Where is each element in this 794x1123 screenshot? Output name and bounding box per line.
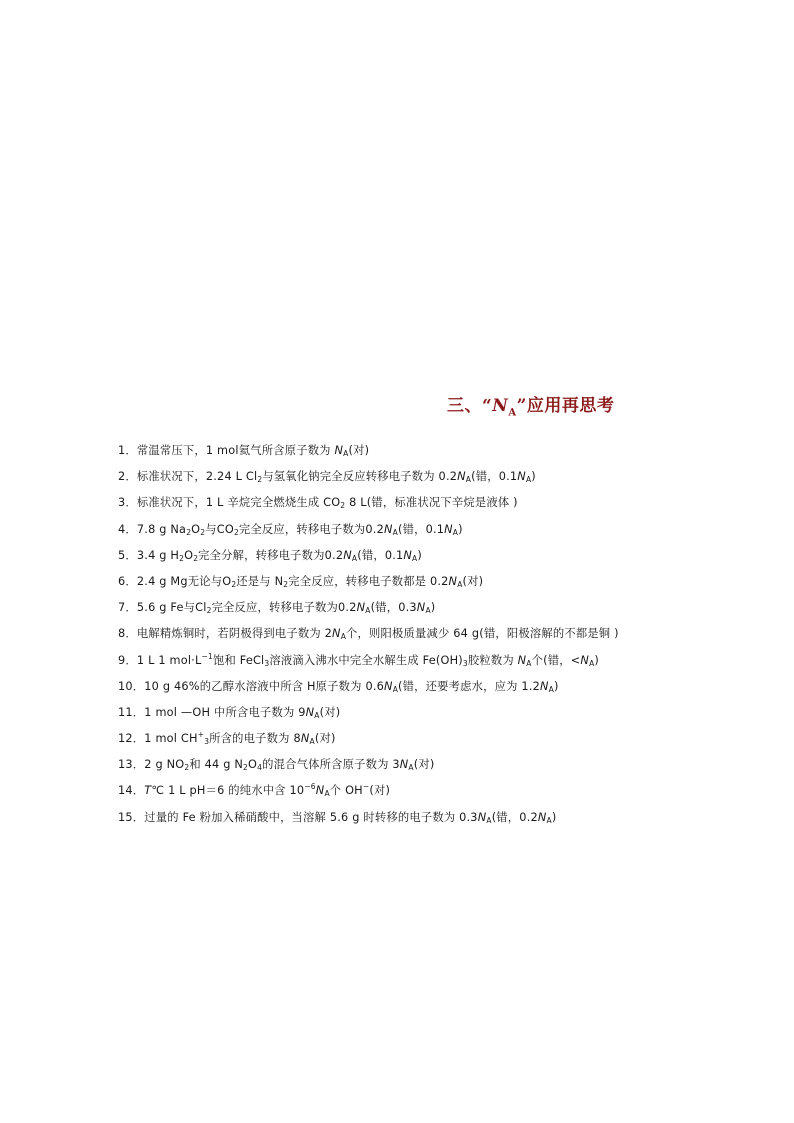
item-text-segment: − — [362, 782, 370, 792]
item-number: 2． — [118, 470, 137, 484]
item-text-segment: ) — [551, 810, 557, 824]
list-item — [118, 677, 758, 703]
item-text-segment: 和 44 g N — [189, 758, 244, 772]
item-text-segment: N — [448, 574, 458, 588]
title-suffix: ”应用再思考 — [516, 396, 615, 416]
list-item — [118, 598, 758, 624]
item-text-segment: A — [314, 710, 320, 720]
item-text-segment: A — [457, 579, 463, 589]
item-text-segment: 的混合气体所含原子数为 3 — [262, 758, 400, 772]
item-text-segment: N — [383, 522, 393, 536]
item-text-segment: 溶液滴入沸水中完全水解生成 Fe(OH) — [269, 653, 463, 667]
item-text-segment: A — [548, 684, 554, 694]
item-text-segment: N — [539, 679, 549, 693]
item-text-segment: 所含的电子数为 8 — [209, 732, 301, 746]
item-text-segment: (对) — [314, 732, 336, 746]
item-text-segment: + — [197, 730, 205, 740]
item-text-segment: N — [399, 758, 409, 772]
item-text-segment: 标准状况下，2.24 L Cl — [136, 470, 258, 484]
item-text-segment: 3 — [264, 658, 270, 668]
list-item — [118, 729, 758, 755]
item-text-segment: N — [315, 784, 325, 798]
item-text-segment: O — [184, 548, 194, 562]
item-text-segment: A — [392, 527, 398, 537]
item-text-segment: 标准状况下，1 L 辛烷完全燃烧生成 CO — [136, 496, 341, 510]
item-number: 7． — [118, 601, 137, 615]
item-text-segment: −6 — [304, 782, 316, 792]
list-item — [118, 493, 758, 519]
item-text-segment: 2 g NO — [144, 758, 185, 772]
item-text-segment: N — [334, 444, 344, 457]
title-variable-subscript: A — [508, 407, 517, 419]
item-text-segment: 完全反应，转移电子数为0.2 — [211, 601, 357, 615]
item-text-segment: N — [356, 601, 366, 615]
item-text-segment: O — [191, 522, 201, 536]
item-text-segment: ℃ 1 L pH＝6 的纯水中含 10 — [151, 784, 305, 798]
item-text-segment: ) — [458, 522, 463, 536]
item-number: 11． — [118, 705, 145, 719]
item-text-segment: N — [517, 470, 526, 484]
item-number: 14． — [118, 784, 145, 798]
item-text-segment: 2 — [184, 763, 190, 773]
item-text-segment: 4 — [257, 763, 263, 773]
item-text-segment: (对) — [369, 784, 391, 798]
item-text-segment: 饱和 FeCl — [212, 653, 265, 667]
item-text-segment: ) — [417, 548, 422, 562]
item-text-segment: ) — [594, 653, 600, 667]
item-number: 5． — [118, 548, 137, 562]
item-text-segment: 2 — [340, 501, 346, 511]
item-text-segment: 常温常压下，1 mol氦气所含原子数为 — [136, 444, 335, 457]
item-text-segment: A — [343, 449, 349, 458]
item-text-segment: A — [365, 606, 371, 616]
item-text-segment: A — [351, 553, 358, 563]
item-text-segment: 2 — [257, 475, 263, 485]
item-text-segment: (错，还要考虑水，应为 1.2 — [398, 679, 540, 693]
item-number: 12． — [118, 732, 145, 746]
item-text-segment: 电解精炼铜时，若阴极得到电子数为 2 — [136, 627, 333, 641]
item-text-segment: (对) — [462, 574, 484, 588]
item-text-segment: A — [546, 815, 552, 825]
item-text-segment: A — [526, 658, 532, 668]
item-text-segment: 5.6 g Fe与Cl — [136, 601, 207, 615]
item-text-segment: N — [457, 470, 466, 484]
item-text-segment: 3.4 g H — [136, 548, 180, 562]
item-text-segment: 8 L(错，标准状况下辛烷是液体 ) — [345, 496, 518, 510]
list-item — [118, 808, 758, 834]
item-number: 15． — [118, 810, 145, 824]
item-text-segment: 2 — [231, 579, 237, 589]
item-number: 4． — [118, 522, 137, 536]
item-text-segment: 完全反应，转移电子数都是 0.2 — [288, 574, 449, 588]
item-text-segment: N — [517, 653, 527, 667]
list-item — [118, 703, 758, 729]
item-number: 10． — [118, 679, 145, 693]
item-text-segment: 2 — [243, 763, 249, 773]
item-text-segment: A — [324, 789, 330, 799]
list-item — [118, 624, 758, 650]
item-text-segment: N — [477, 810, 487, 824]
item-text-segment: ) — [553, 679, 559, 693]
item-text-segment: A — [525, 475, 532, 485]
item-text-segment: A — [465, 475, 472, 485]
item-text-segment: N — [537, 810, 547, 824]
item-text-segment: A — [425, 606, 431, 616]
item-text-segment: N — [300, 732, 310, 746]
item-text-segment: 个，则阳极质量减少 64 g(错，阳极溶解的不都是铜 ) — [346, 627, 619, 641]
item-text-segment: 胶粒数为 — [467, 653, 518, 667]
list-item — [118, 755, 758, 781]
item-number: 6． — [118, 574, 137, 588]
item-text-segment: N — [343, 548, 352, 562]
item-text-segment: 2 — [200, 527, 206, 537]
item-text-segment: 2 — [186, 527, 192, 537]
list-item — [118, 520, 758, 546]
item-text-segment: 2 — [206, 606, 212, 616]
item-text-segment: 2 — [233, 527, 239, 537]
item-text-segment: N — [305, 705, 315, 719]
item-text-segment: 10 g 46%的乙醇水溶液中所含 H原子数为 0.6 — [144, 679, 385, 693]
item-text-segment: A — [452, 527, 459, 537]
item-text-segment: 2 — [193, 553, 199, 563]
item-text-segment: ) — [430, 601, 436, 615]
item-text-segment: (错，0.3 — [370, 601, 417, 615]
item-text-segment: N — [580, 653, 590, 667]
title-variable: N — [492, 396, 509, 416]
item-text-segment: 1 L 1 mol·L — [136, 653, 202, 667]
item-text-segment: O — [248, 758, 258, 772]
list-item — [118, 781, 758, 807]
list-item — [118, 441, 758, 467]
list-item — [118, 467, 758, 493]
item-text-segment: 与氢氧化钠完全反应转移电子数为 0.2 — [262, 470, 458, 484]
item-text-segment: 过量的 Fe 粉加入稀硝酸中，当溶解 5.6 g 时转移的电子数为 0.3 — [144, 810, 478, 824]
item-text-segment: A — [340, 632, 347, 642]
item-text-segment: 7.8 g Na — [136, 522, 187, 536]
item-text-segment: 1 mol CH — [144, 732, 198, 746]
item-text-segment: A — [309, 737, 315, 747]
item-text-segment: 1 mol —OH 中所含电子数为 9 — [144, 705, 306, 719]
item-text-segment: (错，0.1 — [357, 548, 404, 562]
item-text-segment: 还是与 N — [236, 574, 284, 588]
item-text-segment: A — [392, 684, 399, 694]
item-text-segment: A — [408, 763, 414, 773]
item-text-segment: 3 — [204, 737, 210, 747]
item-text-segment: N — [416, 601, 426, 615]
item-text-segment: (对) — [348, 444, 370, 457]
item-text-segment: N — [444, 522, 453, 536]
item-text-segment: 个(错，< — [531, 653, 581, 667]
item-number: 8． — [118, 627, 137, 641]
item-text-segment: A — [589, 658, 595, 668]
section-title — [447, 391, 614, 418]
item-text-segment: (错，0.2 — [491, 810, 538, 824]
item-text-segment: ) — [531, 470, 536, 484]
item-number: 1． — [118, 444, 137, 457]
item-text-segment: 2 — [283, 579, 289, 589]
question-list — [118, 441, 758, 834]
item-text-segment: −1 — [201, 651, 213, 661]
list-item — [118, 572, 758, 598]
item-text-segment: N — [384, 679, 393, 693]
list-item — [118, 546, 758, 572]
item-text-segment: (错，0.1 — [397, 522, 445, 536]
item-text-segment: (错，0.1 — [471, 470, 518, 484]
item-text-segment: A — [412, 553, 418, 563]
item-text-segment: 2 — [179, 553, 185, 563]
item-text-segment: 完全分解，转移电子数为0.2 — [198, 548, 344, 562]
item-text-segment: 个 OH — [329, 784, 363, 798]
item-text-segment: (对) — [319, 705, 341, 719]
item-text-segment: N — [332, 627, 341, 641]
item-number: 9． — [118, 653, 137, 667]
item-text-segment: N — [403, 548, 413, 562]
item-text-segment: T — [144, 784, 152, 798]
item-number: 13． — [118, 758, 145, 772]
title-prefix: 三、“ — [447, 396, 493, 416]
item-text-segment: A — [486, 815, 492, 825]
item-text-segment: 3 — [462, 658, 468, 668]
list-item — [118, 651, 758, 677]
item-text-segment: 2.4 g Mg无论与O — [136, 574, 232, 588]
item-number: 3． — [118, 496, 137, 510]
item-text-segment: 与CO — [205, 522, 234, 536]
item-text-segment: 完全反应，转移电子数为0.2 — [238, 522, 384, 536]
item-text-segment: (对) — [413, 758, 435, 772]
